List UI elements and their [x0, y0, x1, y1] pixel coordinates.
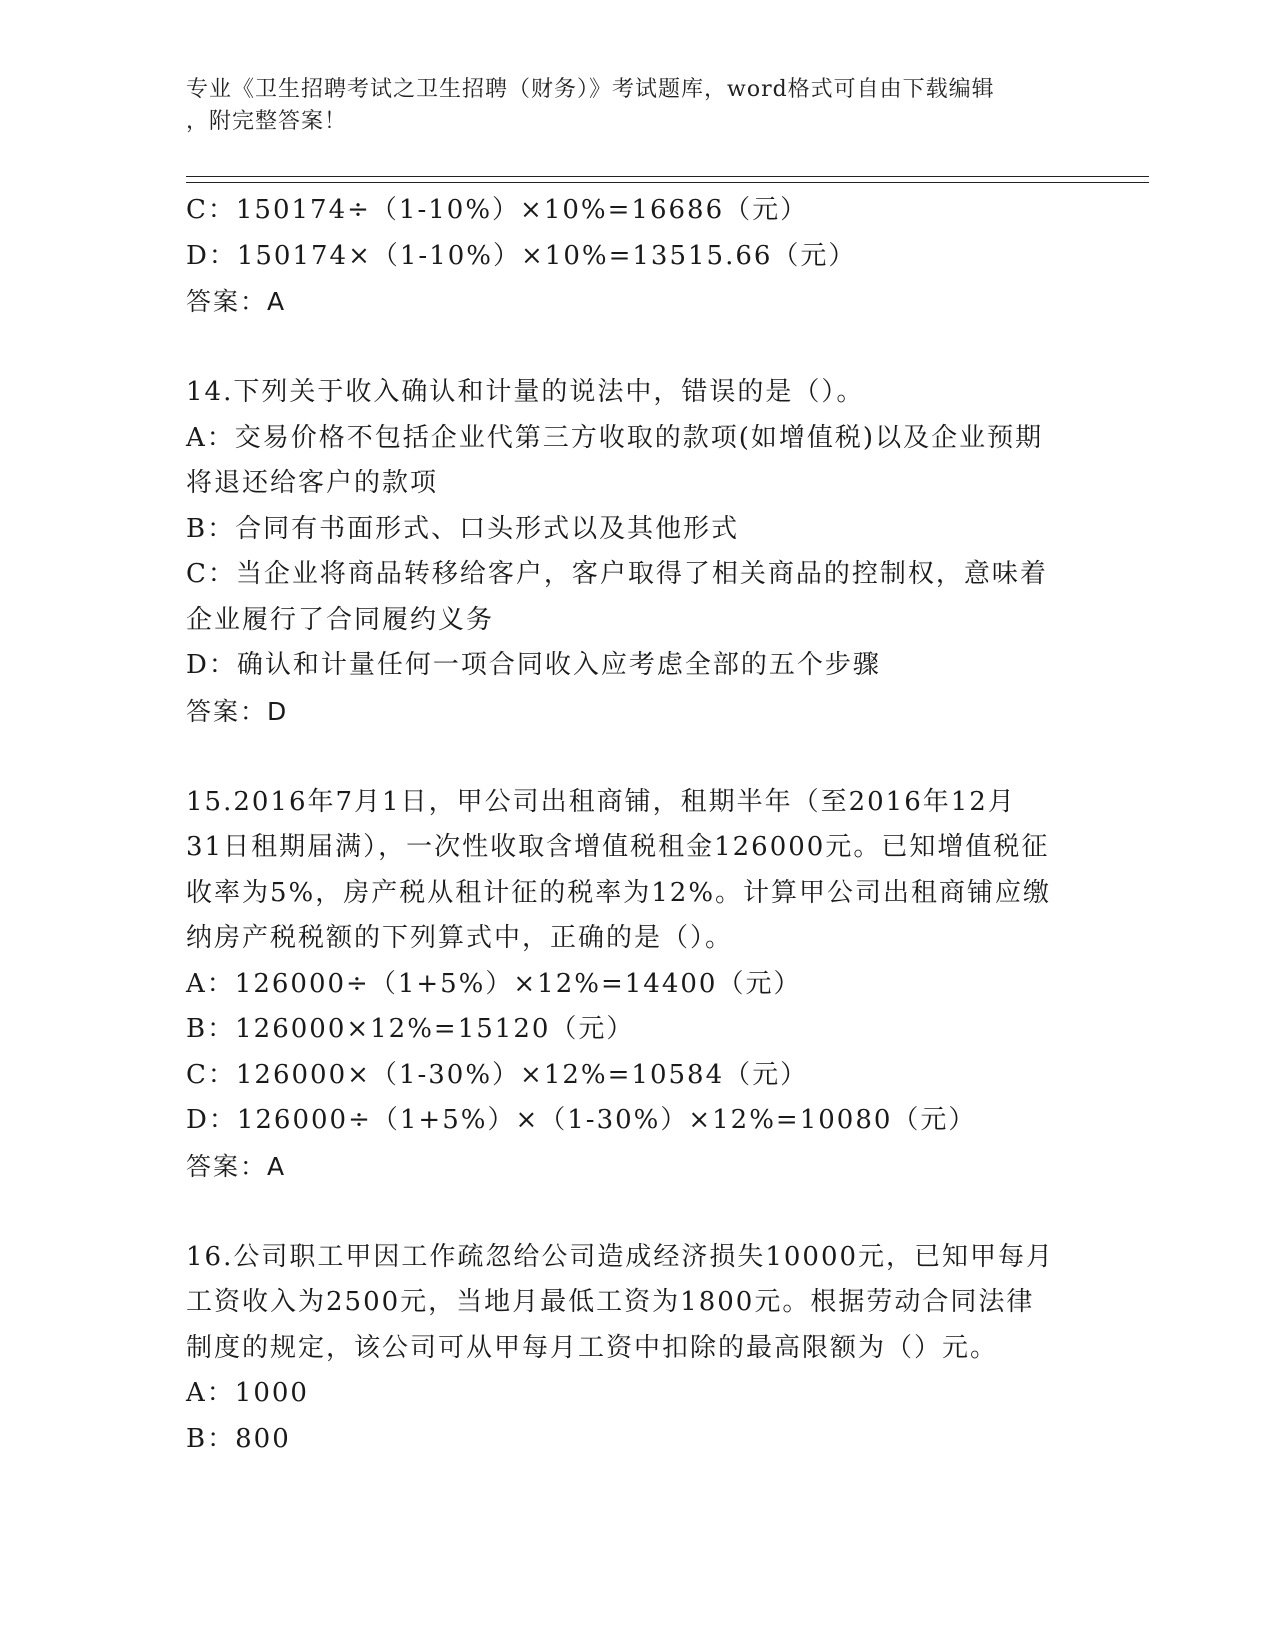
- option-c: C：150174÷（1-10%）×10%=16686（元）: [186, 195, 809, 225]
- question-stem-continued: 纳房产税税额的下列算式中，正确的是（）。: [186, 923, 734, 953]
- option-d: D：确认和计量任何一项合同收入应考虑全部的五个步骤: [186, 650, 881, 680]
- question-13-tail: [186, 188, 1086, 325]
- header-line-1: 专业《卫生招聘考试之卫生招聘（财务）》考试题库，word格式可自由下载编辑: [186, 77, 995, 102]
- document-header: [186, 74, 1086, 138]
- option-b: B：合同有书面形式、口头形式以及其他形式: [186, 513, 740, 544]
- option-a: A：126000÷（1+5%）×12%=14400（元）: [186, 968, 802, 999]
- option-b: B：800: [186, 1423, 291, 1454]
- question-stem-continued: 制度的规定，该公司可从甲每月工资中扣除的最高限额为（）元。: [186, 1332, 999, 1363]
- option-a: A：1000: [186, 1378, 309, 1408]
- document-body: [186, 188, 1086, 1462]
- answer: 答案：A: [186, 287, 287, 316]
- option-c: C：当企业将商品转移给客户，客户取得了相关商品的控制权，意味着: [186, 559, 1048, 589]
- question-stem-continued: 收率为5%，房产税从租计征的税率为12%。计算甲公司出租商铺应缴: [186, 877, 1052, 908]
- header-divider-bottom: [186, 182, 1149, 183]
- question-15: [186, 780, 1086, 1190]
- option-d: D：126000÷（1+5%）×（1-30%）×12%=10080（元）: [186, 1105, 977, 1135]
- header-line-2: ，附完整答案！: [186, 109, 348, 134]
- spacer: [186, 1189, 1086, 1235]
- spacer: [186, 734, 1086, 780]
- option-c: C：126000×（1-30%）×12%=10584（元）: [186, 1059, 809, 1090]
- answer: 答案：A: [186, 1151, 287, 1181]
- question-stem-continued: 31日租期届满），一次性收取含增值税租金126000元。已知增值税征: [186, 832, 1050, 862]
- question-stem: 14.下列关于收入确认和计量的说法中，错误的是（）。: [186, 377, 865, 407]
- option-a: A：交易价格不包括企业代第三方收取的款项(如增值税)以及企业预期: [186, 422, 1044, 453]
- question-stem: 15.2016年7月1日，甲公司出租商铺，租期半年（至2016年12月: [186, 786, 1016, 817]
- option-c-continued: 企业履行了合同履约义务: [186, 604, 495, 635]
- spacer: [186, 325, 1086, 371]
- question-16: [186, 1235, 1086, 1463]
- question-14: [186, 370, 1086, 734]
- question-stem-continued: 工资收入为2500元，当地月最低工资为1800元。根据劳动合同法律: [186, 1287, 1035, 1317]
- option-a-continued: 将退还给客户的款项: [186, 468, 439, 498]
- option-b: B：126000×12%=15120（元）: [186, 1014, 635, 1044]
- answer: 答案：D: [186, 696, 289, 726]
- header-divider-top: [186, 176, 1149, 177]
- option-d: D：150174×（1-10%）×10%=13515.66（元）: [186, 240, 857, 271]
- question-stem: 16.公司职工甲因工作疏忽给公司造成经济损失10000元，已知甲每月: [186, 1241, 1055, 1272]
